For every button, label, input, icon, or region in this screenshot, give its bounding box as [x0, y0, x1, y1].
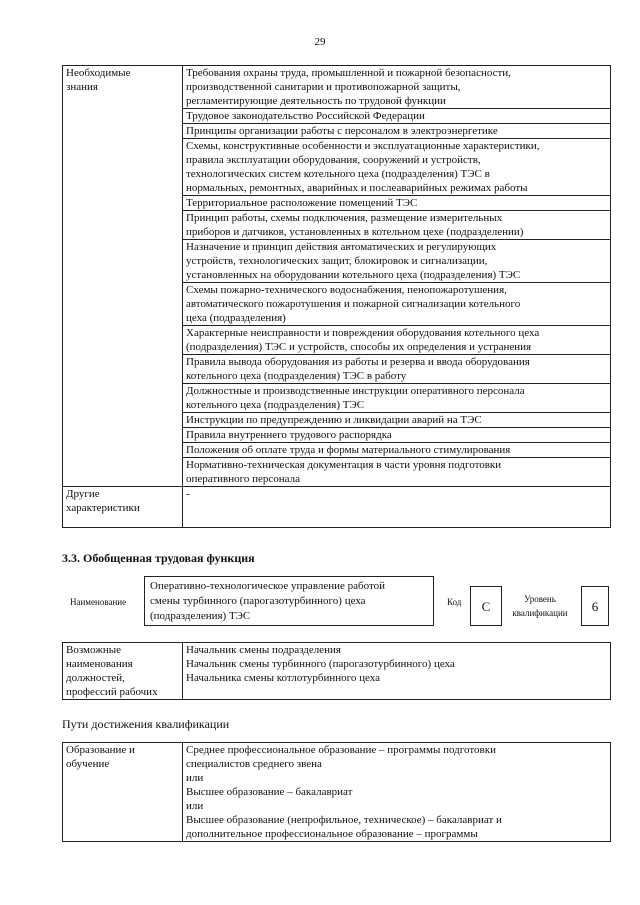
education-line: или — [186, 772, 204, 784]
knowledge-item — [183, 210, 610, 239]
position-name: Начальник смены подразделения — [186, 644, 341, 656]
education-line: или — [186, 800, 204, 812]
knowledge-item-line: Правила вывода оборудования из работы и резерва и ввода оборудования — [186, 356, 530, 368]
page-number: 29 — [314, 36, 326, 48]
other-characteristics-row — [63, 487, 611, 528]
education-label-line: обучение — [66, 758, 110, 770]
code-label: Код — [447, 597, 462, 607]
level-label-line: Уровень — [524, 594, 556, 604]
knowledge-table — [62, 65, 611, 528]
qualification-paths-title: Пути достижения квалификации — [62, 717, 230, 731]
education-line: Среднее профессиональное образование – программы подготовки — [186, 744, 496, 756]
other-characteristics-value: - — [183, 487, 611, 528]
other-characteristics-label — [63, 487, 183, 528]
knowledge-item-line: Территориальное расположение помещений ТЭС — [186, 197, 418, 209]
knowledge-item-line: (подразделения) ТЭС и устройств, способы их определения и устранения — [186, 341, 532, 353]
knowledge-item-line: Нормативно-техническая документация в части уровня подготовки — [186, 459, 502, 471]
knowledge-row — [63, 66, 611, 487]
knowledge-item — [183, 442, 610, 457]
level-label-line: квалификации — [512, 608, 568, 618]
knowledge-label-line: Необходимые — [66, 67, 131, 79]
knowledge-item-line: производственной санитарии и противопожарной защиты, — [186, 81, 461, 93]
knowledge-item — [183, 66, 610, 108]
knowledge-item-line: Положения об оплате труда и формы материального стимулирования — [186, 444, 511, 456]
knowledge-item — [183, 123, 610, 138]
knowledge-item — [183, 427, 610, 442]
knowledge-item — [183, 325, 610, 354]
knowledge-item-line: приборов и датчиков, установленных в котельном цехе (подразделении) — [186, 226, 524, 238]
function-name-line: Оперативно-технологическое управление работой — [150, 580, 386, 592]
knowledge-item-line: Назначение и принцип действия автоматических и регулирующих — [186, 241, 497, 253]
knowledge-item — [183, 354, 610, 383]
positions-label-line: должностей, — [66, 672, 125, 684]
positions-table — [62, 642, 611, 700]
name-label: Наименование — [70, 597, 127, 607]
knowledge-item-line: Принцип работы, схемы подключения, размещение измерительных — [186, 212, 503, 224]
other-label-line: Другие — [66, 488, 100, 500]
knowledge-item-line: Схемы, конструктивные особенности и эксплуатационные характеристики, — [186, 140, 540, 152]
other-label-line: характеристики — [66, 502, 140, 514]
knowledge-item-line: Правила внутреннего трудового распорядка — [186, 429, 392, 441]
education-label — [63, 743, 183, 842]
education-values — [183, 743, 611, 842]
knowledge-label — [63, 66, 183, 487]
education-row — [63, 743, 611, 842]
education-line: Высшее образование (непрофильное, техническое) – бакалавриат и — [186, 814, 502, 826]
knowledge-item-line: установленных на оборудовании котельного цеха (подразделения) ТЭС — [186, 269, 521, 281]
qualification-level-value: 6 — [581, 586, 609, 626]
positions-values — [183, 643, 611, 700]
knowledge-item-line: правила эксплуатации оборудования, сооружений и устройств, — [186, 154, 481, 166]
knowledge-item — [183, 383, 610, 412]
knowledge-item — [183, 138, 610, 195]
function-name-line: смены турбинного (парогазотурбинного) цеха — [150, 595, 366, 607]
education-line: Высшее образование – бакалавриат — [186, 786, 353, 798]
knowledge-item-line: цеха (подразделения) — [186, 312, 286, 324]
knowledge-item — [183, 239, 610, 282]
knowledge-item-line: Принципы организации работы с персоналом в электроэнергетике — [186, 125, 498, 137]
knowledge-item-line: оперативного персонала — [186, 473, 301, 485]
knowledge-item-line: котельного цеха (подразделения) ТЭС — [186, 399, 365, 411]
knowledge-item-line: регламентирующие деятельность по трудовой функции — [186, 95, 446, 107]
education-line: специалистов среднего звена — [186, 758, 322, 770]
function-name-box — [144, 576, 434, 626]
position-name: Начальник смены турбинного (парогазотурбинного) цеха — [186, 658, 455, 670]
knowledge-item — [183, 412, 610, 427]
positions-label-line: профессий рабочих — [66, 686, 158, 698]
knowledge-item-line: технологических систем котельного цеха (подразделения) ТЭС в — [186, 168, 490, 180]
education-table — [62, 742, 611, 842]
positions-label — [63, 643, 183, 700]
knowledge-item-line: Требования охраны труда, промышленной и пожарной безопасности, — [186, 67, 511, 79]
knowledge-item-line: Характерные неисправности и повреждения оборудования котельного цеха — [186, 327, 540, 339]
knowledge-item — [183, 457, 610, 486]
knowledge-item-line: Должностные и производственные инструкции оперативного персонала — [186, 385, 525, 397]
knowledge-item-line: Трудовое законодательство Российской Федерации — [186, 110, 425, 122]
knowledge-item-line: устройств, технологических защит, блокировок и сигнализации, — [186, 255, 488, 267]
positions-label-line: Возможные — [66, 644, 121, 656]
positions-label-line: наименования — [66, 658, 133, 670]
knowledge-label-line: знания — [66, 81, 98, 93]
position-name: Начальника смены котлотурбинного цеха — [186, 672, 381, 684]
knowledge-item-line: Инструкции по предупреждению и ликвидации аварий на ТЭС — [186, 414, 482, 426]
knowledge-item-line: автоматического пожаротушения и пожарной сигнализации котельного — [186, 298, 521, 310]
section-title: 3.3. Обобщенная трудовая функция — [62, 551, 255, 565]
function-name-line: (подразделения) ТЭС — [150, 610, 251, 622]
knowledge-item — [183, 108, 610, 123]
positions-row — [63, 643, 611, 700]
education-label-line: Образование и — [66, 744, 135, 756]
knowledge-items — [183, 66, 611, 487]
knowledge-item-line: котельного цеха (подразделения) ТЭС в работу — [186, 370, 407, 382]
knowledge-item — [183, 195, 610, 210]
education-line: дополнительное профессиональное образование – программы — [186, 828, 478, 840]
knowledge-item — [183, 282, 610, 325]
knowledge-item-line: Схемы пожарно-технического водоснабжения, пенопожаротушения, — [186, 284, 507, 296]
qualification-level-label — [505, 592, 575, 620]
knowledge-item-line: нормальных, ремонтных, аварийных и послеаварийных режимах работы — [186, 182, 528, 194]
code-value: C — [470, 586, 502, 626]
